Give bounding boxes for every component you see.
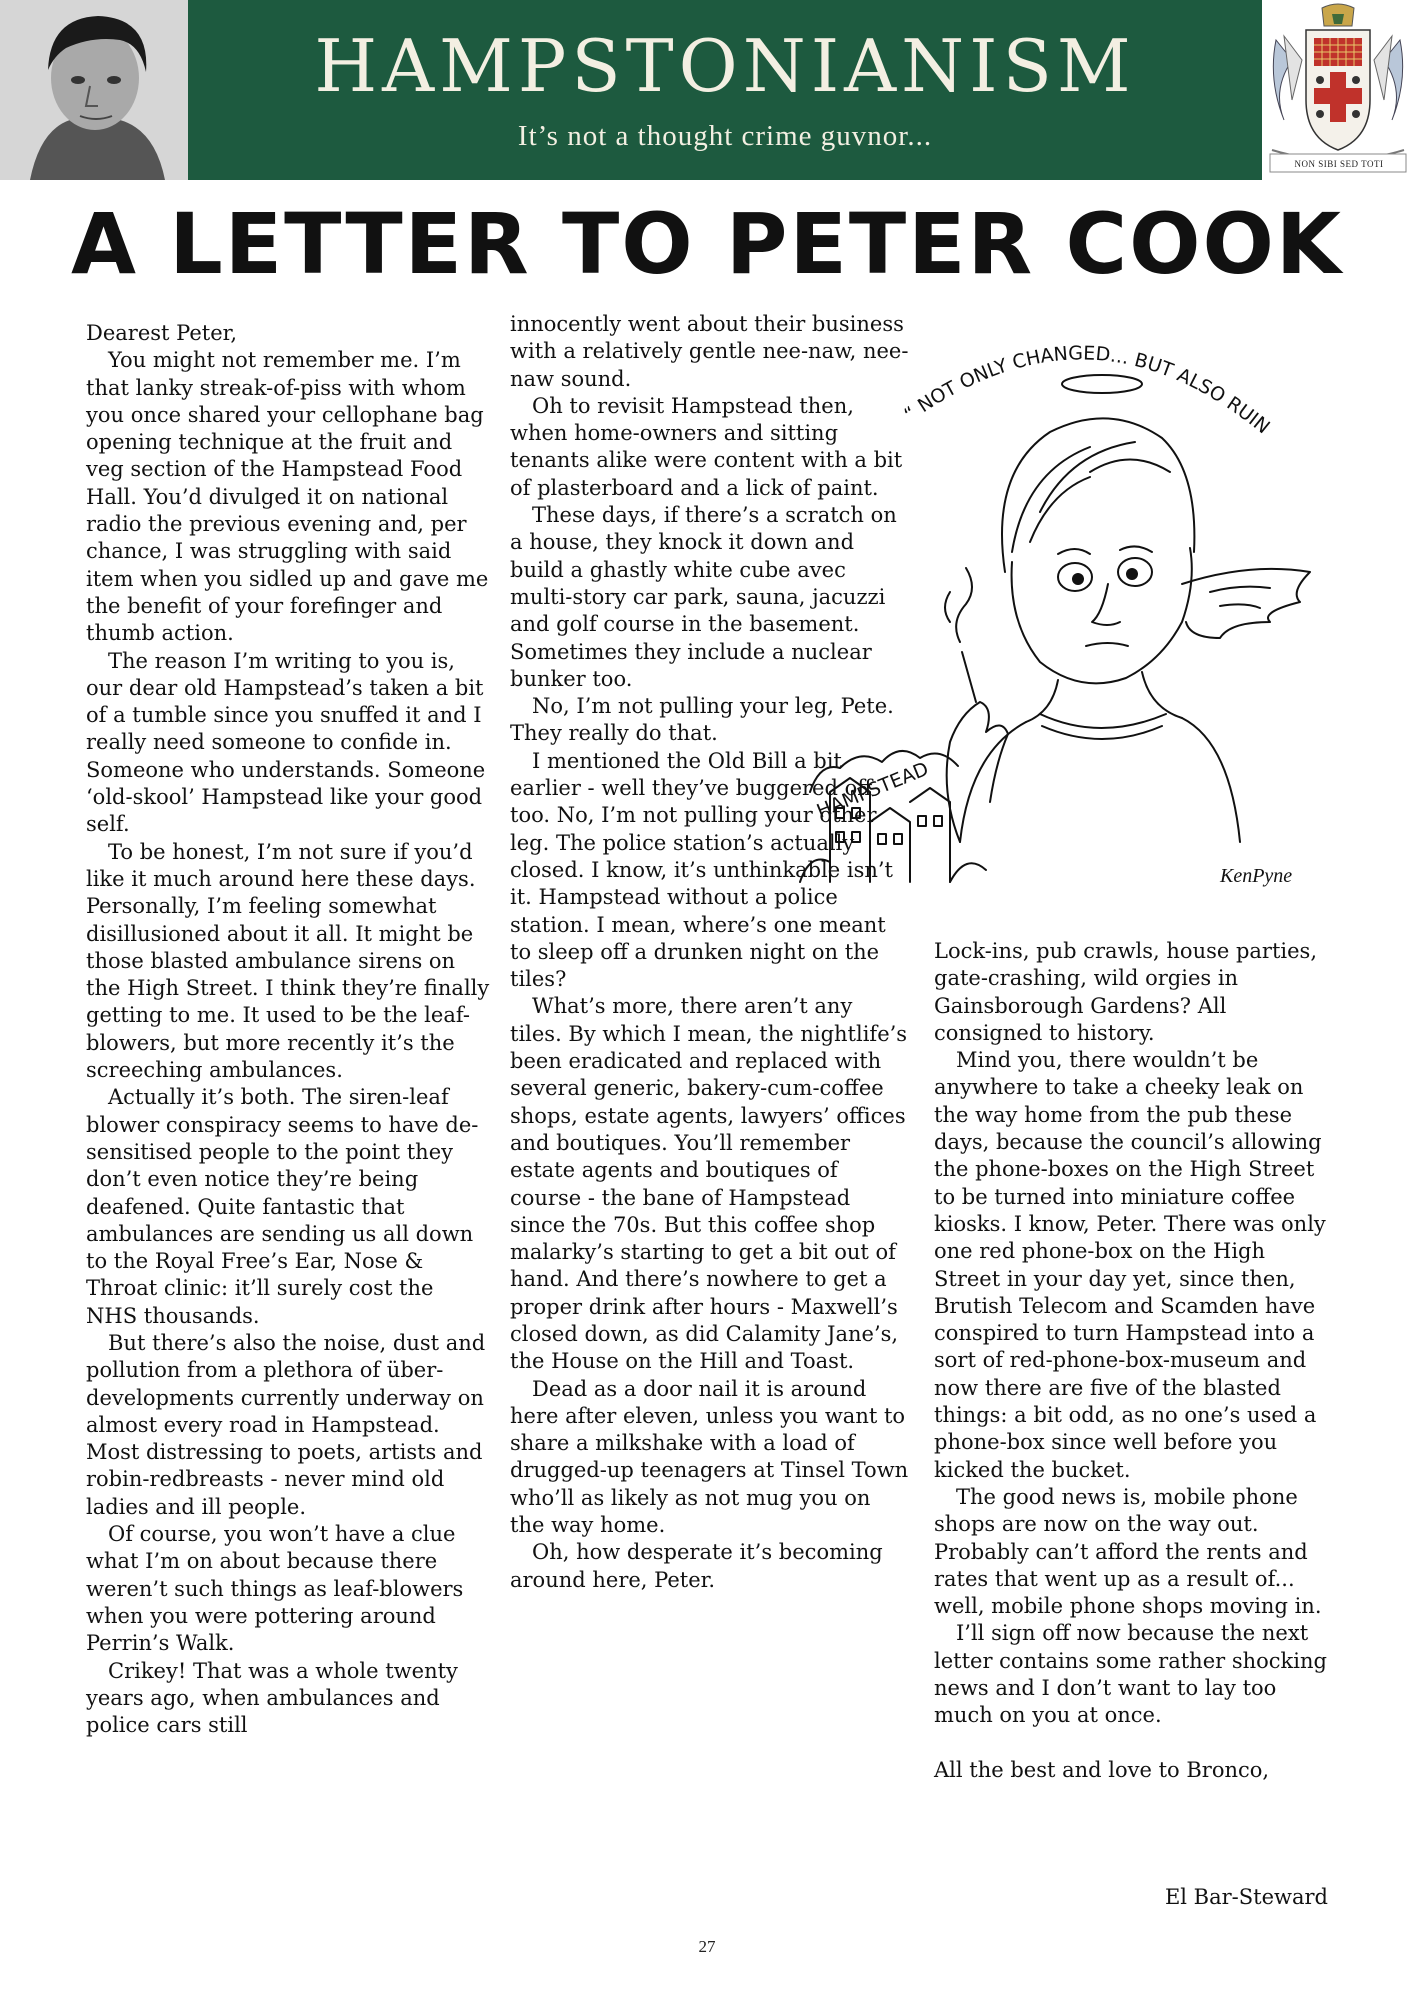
paragraph: Lock-ins, pub crawls, house parties, gate-crashing, wild orgies in Gainsborough Gardens? All consigned to history. (934, 939, 1318, 1045)
paragraph: What’s more, there aren’t any tiles. By which I mean, the nightlife’s been eradicated and replaced with several generic, bakery-cum-coffee shops, estate agents, lawyers’ offices and boutiques. You’ll remember estate agents and boutiques of course - the bane of Hampstead since the 70s. But this coffee shop malarky’s starting to get a bit out of hand. And there’s nowhere to get a proper drink after hours - Maxwell’s closed down, as did Calamity Jane’s, the House on the Hill and Toast. (510, 994, 908, 1374)
portrait-photo (0, 0, 188, 180)
town-label: HAMPSTEAD (813, 757, 932, 823)
paragraph: No, I’m not pulling your leg, Pete. They really do that. (510, 694, 894, 746)
page-header (0, 0, 1414, 180)
paragraph: Dead as a door nail it is around here after eleven, unless you want to share a milkshake with a load of drugged-up teenagers at Tinsel Town who’ll as likely as not mug you on the way home. (510, 1376, 909, 1538)
crest-motto: NON SIBI SED TOTI (1294, 159, 1384, 169)
coat-of-arms-image (1262, 0, 1414, 180)
page-number: 27 (698, 1937, 716, 1956)
masthead-title: HAMPSTONIANISM (314, 24, 1136, 108)
cartoon-drawing (790, 322, 1370, 902)
paragraph: Of course, you won’t have a clue what I’m on about because there weren’t such things as leaf-blowers when you were pottering around Perrin’s Walk. (86, 1522, 464, 1656)
paragraph: innocently went about their business with a relatively gentle nee-naw, nee-naw sound. (510, 312, 909, 391)
artist-signature: KenPyne (1220, 865, 1293, 887)
paragraph: Crikey! That was a whole twenty years ago, when ambulances and police cars still (86, 1658, 458, 1738)
coat-of-arms-icon (1262, 0, 1414, 180)
article-column-1 (86, 320, 491, 1739)
masthead-banner (188, 0, 1262, 180)
paragraph: But there’s also the noise, dust and pollution from a plethora of über-developments currently underway on almost every road in Hampstead. Most distressing to poets, artists and robin-redbreasts - never mind old ladies and ill people. (86, 1330, 486, 1519)
paragraph: Oh, how desperate it’s becoming around here, Peter. (510, 1540, 883, 1592)
paragraph: The reason I’m writing to you is, our dear old Hampstead’s taken a bit of a tumble since you snuffed it and I really need someone to confide in. Someone who understands. Someone ‘old-skool’ Hampstead like your good self. (86, 648, 486, 837)
paragraph: Oh to revisit Hampstead then, when home-owners and sitting tenants alike were content with a bit of plasterboard and a lick of paint. (510, 393, 903, 500)
paragraph: To be honest, I’m not sure if you’d like it much around here these days. Personally, I’m feeling somewhat disillusioned about it all. It might be those blasted ambulance sirens on the High Street. I think they’re finally getting to me. It used to be the leaf-blowers, but more recently it’s the screeching ambulances. (86, 839, 490, 1083)
paragraph: You might not remember me. I’m that lanky streak-of-piss with whom you once shared your cellophane bag opening technique at the fruit and veg section of the Hampstead Food Hall. You’d divulged it on national radio the previous evening and, per chance, I was struggling with said item when you sidled up and gave me the benefit of your forefinger and thumb action. (86, 348, 489, 646)
paragraph: The good news is, mobile phone shops are now on the way out. Probably can’t afford the rents and rates that went up as a result of... well, mobile phone shops moving in. (934, 1484, 1322, 1619)
paragraph: Mind you, there wouldn’t be anywhere to take a cheeky leak on the way home from the pub these days, because the council’s allowing the phone-boxes on the High Street to be turned into miniature coffee kiosks. I know, Peter. There was only one red phone-box on the High Street in your day yet, since then, Brutish Telecom and Scamden have conspired to turn Hampstead into a sort of red-phone-box-museum and now there are five of the blasted things: a bit odd, as no one’s used a phone-box since well before you kicked the bucket. (934, 1048, 1326, 1482)
paragraph: I’ll sign off now because the next letter contains some rather shocking news and I don’t want to lay too much on you at once. (934, 1621, 1327, 1728)
article-column-3 (934, 938, 1334, 1784)
paragraph: Actually it’s both. The siren-leaf blower conspiracy seems to have de-sensitised people to the point they don’t even notice they’re being deafened. Quite fantastic that ambulances are sending us all down to the Royal Free’s Ear, Nose & Throat clinic: it’ll surely cost the NHS thousands. (86, 1085, 479, 1328)
cartoon-caption (790, 322, 1274, 438)
paragraph: These days, if there’s a scratch on a house, they knock it down and build a ghastly white cube avec multi-story car park, sauna, jacuzzi and golf course in the basement. Sometimes they include a nuclear bunker too. (510, 503, 897, 691)
portrait-photo-image (0, 0, 188, 180)
angel-caricature-icon (790, 322, 1370, 902)
letter-signature: El Bar-Steward (1164, 1885, 1328, 1909)
article-headline: A LETTER TO PETER COOK (70, 195, 1344, 293)
paragraph: I mentioned the Old Bill a bit earlier - well they’ve buggered off too. No, I’m not pulling your other leg. The police station’s actually closed. I know, it’s unthinkable isn’t it. Hampstead without a police station. I mean, where’s one meant to sleep off a drunken night on the tiles? (510, 748, 893, 992)
masthead-tagline: It’s not a thought crime guvnor... (517, 120, 933, 152)
cartoon-caption-text: “ NOT ONLY CHANGED... BUT ALSO RUIN (900, 342, 1274, 439)
letter-closing: All the best and love to Bronco, (934, 1757, 1270, 1782)
letter-greeting: Dearest Peter, (86, 321, 238, 345)
